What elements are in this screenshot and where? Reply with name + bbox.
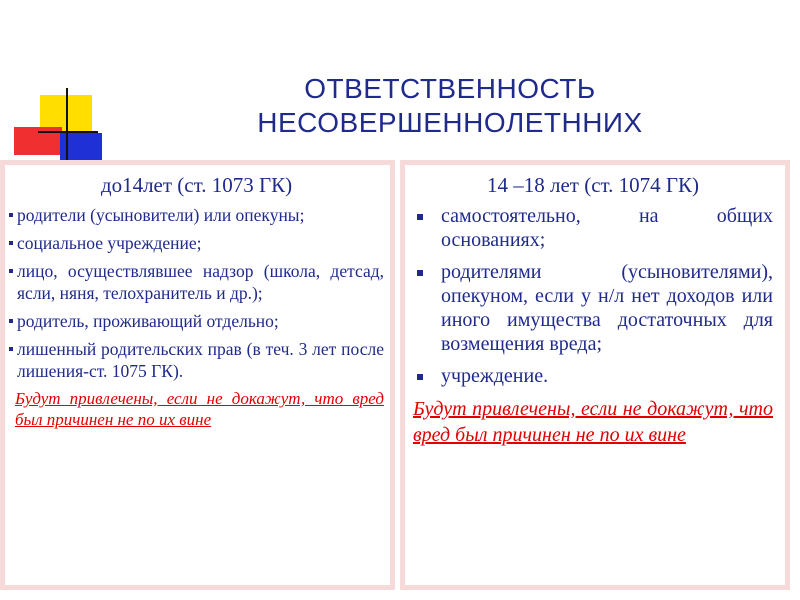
list-item-text: лицо, осуществлявшее надзор (школа, детсад, ясли, няня, телохранитель и др.); (17, 261, 384, 303)
bullet-icon (417, 270, 423, 276)
list-item-text: родитель, проживающий отдельно; (17, 311, 279, 331)
responsible-list (413, 204, 773, 388)
list-item-text: учреждение. (441, 365, 549, 387)
list-item (9, 310, 384, 332)
panel-14-to-18 (400, 160, 790, 590)
responsible-list (9, 204, 384, 382)
bullet-icon (9, 213, 13, 217)
list-item-text: родителями (усыновителями), опекуном, если у н/л нет доходов или иного имущества достаточных для возмещения вреда; (441, 261, 773, 355)
bullet-icon (9, 347, 13, 351)
list-item-text: самостоятельно, на общих основаниях; (441, 205, 773, 251)
list-item (413, 364, 773, 388)
list-item (9, 204, 384, 226)
decorative-logo (0, 0, 110, 175)
bullet-icon (417, 374, 423, 380)
list-item (9, 260, 384, 304)
panel-under-14 (0, 160, 395, 590)
panel-heading: до14лет (ст. 1073 ГК) (100, 173, 293, 197)
list-item (413, 260, 773, 356)
bullet-icon (9, 241, 13, 245)
list-item-text: лишенный родительских прав (в теч. 3 лет после лишения-ст. 1075 ГК). (17, 339, 384, 381)
liability-note: Будут привлечены, если не докажут, что вред был причинен не по их вине (413, 398, 773, 446)
title-line-1: ОТВЕТСТВЕННОСТЬ (304, 73, 596, 104)
title-line-2: НЕСОВЕРШЕННОЛЕТННИХ (257, 107, 643, 138)
list-item (9, 338, 384, 382)
bullet-icon (9, 319, 13, 323)
list-item (413, 204, 773, 252)
panel-heading: 14 –18 лет (ст. 1074 ГК) (486, 173, 700, 197)
list-item (9, 232, 384, 254)
bullet-icon (9, 269, 13, 273)
bullet-icon (417, 214, 423, 220)
slide-title (180, 72, 720, 140)
horizontal-line (38, 131, 98, 133)
liability-note: Будут привлечены, если не докажут, что вред был причинен не по их вине (15, 389, 384, 429)
list-item-text: социальное учреждение; (17, 233, 202, 253)
list-item-text: родители (усыновители) или опекуны; (17, 205, 305, 225)
